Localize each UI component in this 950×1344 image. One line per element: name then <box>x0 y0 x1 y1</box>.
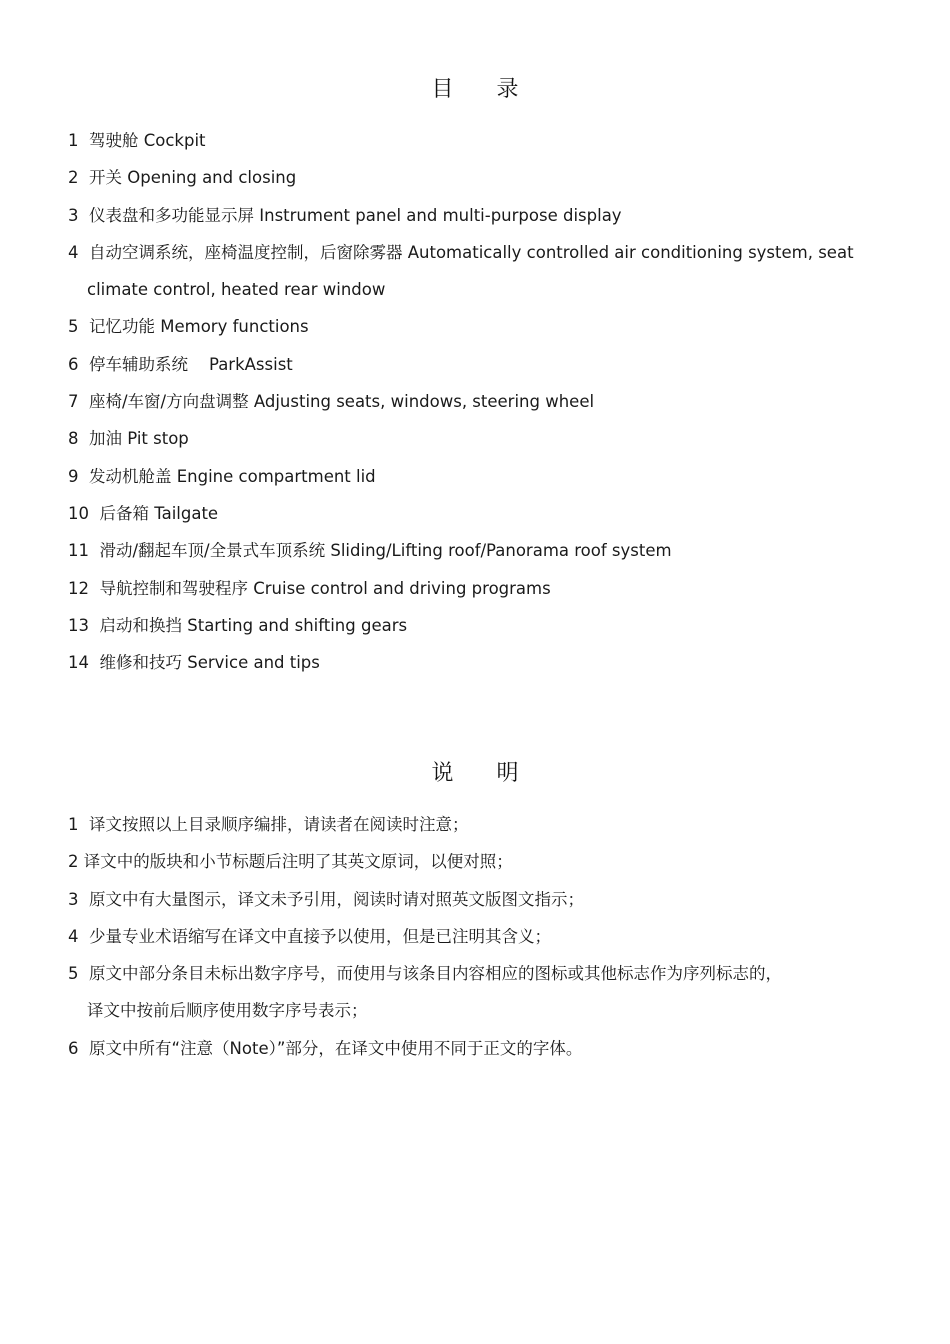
note-item <box>68 843 894 880</box>
note-item-text: 原文中部分条目未标出数字序号，而使用与该条目内容相应的图标或其他标志作为序列标志的， <box>89 964 782 984</box>
toc-item <box>68 532 894 569</box>
note-item-number: 5 <box>68 964 79 984</box>
toc-item <box>68 308 894 345</box>
note-item-number: 3 <box>68 889 79 909</box>
toc-item <box>68 346 894 383</box>
toc-item <box>68 420 894 457</box>
note-item-text: 译文中的版块和小节标题后注明了其英文原词，以便对照； <box>83 852 513 872</box>
toc-item-text: 开关 Opening and closing <box>89 168 297 188</box>
toc-item-text: 停车辅助系统 ParkAssist <box>89 354 293 374</box>
note-item <box>68 806 894 843</box>
toc-item <box>68 197 894 234</box>
note-item-number: 1 <box>68 815 79 834</box>
note-item <box>68 955 894 1030</box>
toc-item <box>68 383 894 420</box>
toc-item-number: 6 <box>68 354 79 374</box>
toc-item-number: 5 <box>68 317 79 337</box>
toc-item <box>68 234 894 309</box>
toc-item <box>68 607 894 644</box>
note-item-text: 原文中所有“注意（Note）”部分，在译文中使用不同于正文的字体。 <box>89 1038 583 1058</box>
toc-item-number: 7 <box>68 392 79 412</box>
toc-item <box>68 570 894 607</box>
note-item <box>68 881 894 918</box>
notes-title: 说 明 <box>431 761 537 786</box>
toc-title: 目 录 <box>431 77 537 102</box>
toc-item-text: 启动和换挡 Starting and shifting gears <box>99 615 408 635</box>
toc-item-number: 13 <box>68 615 89 635</box>
note-item-number: 4 <box>68 926 79 946</box>
toc-item-text: 座椅/车窗/方向盘调整 Adjusting seats, windows, steering wheel <box>89 392 595 412</box>
toc-item-text: 仪表盘和多功能显示屏 Instrument panel and multi-purpose display <box>89 205 622 225</box>
toc-item-number: 2 <box>68 168 79 188</box>
toc-item-number: 14 <box>68 653 89 673</box>
toc-item-number: 10 <box>68 503 89 523</box>
toc-item-text: 导航控制和驾驶程序 Cruise control and driving programs <box>99 578 551 598</box>
note-item <box>68 1030 894 1067</box>
toc-item-text: 后备箱 Tailgate <box>99 503 219 523</box>
toc-item-text: 记忆功能 Memory functions <box>89 317 309 337</box>
toc-item-number: 1 <box>68 131 79 150</box>
toc-item-number: 8 <box>68 429 79 449</box>
notes-list <box>68 806 894 1067</box>
toc-item-number: 9 <box>68 466 79 486</box>
toc-item <box>68 159 894 196</box>
toc-item <box>68 458 894 495</box>
note-item <box>68 918 894 955</box>
note-item-number: 6 <box>68 1038 79 1058</box>
toc-item-text: 滑动/翻起车顶/全景式车顶系统 Sliding/Lifting roof/Panorama roof system <box>99 541 672 561</box>
note-item-text: 原文中有大量图示，译文未予引用，阅读时请对照英文版图文指示； <box>89 889 584 909</box>
toc-item-text: 加油 Pit stop <box>89 429 189 449</box>
note-item-continuation: 译文中按前后顺序使用数字序号表示； <box>87 1001 368 1021</box>
toc-item <box>68 495 894 532</box>
toc-item-continuation: climate control, heated rear window <box>87 280 386 300</box>
toc-item-number: 12 <box>68 578 89 598</box>
toc-item <box>68 122 894 159</box>
toc-item-text: 维修和技巧 Service and tips <box>99 653 320 673</box>
note-item-text: 译文按照以上目录顺序编排，请读者在阅读时注意； <box>89 815 469 834</box>
toc-item-number: 4 <box>68 242 79 262</box>
toc-item-number: 3 <box>68 205 79 225</box>
toc-item-text: 自动空调系统，座椅温度控制，后窗除雾器 Automatically controlled air conditioning system, seat <box>89 242 854 262</box>
note-item-number: 2 <box>68 852 79 872</box>
toc-item-text: 发动机舱盖 Engine compartment lid <box>89 466 376 486</box>
toc-item-number: 11 <box>68 541 89 561</box>
note-item-text: 少量专业术语缩写在译文中直接予以使用，但是已注明其含义； <box>89 926 551 946</box>
toc-item <box>68 644 894 681</box>
toc-list <box>68 122 894 681</box>
toc-item-text: 驾驶舱 Cockpit <box>89 131 206 150</box>
